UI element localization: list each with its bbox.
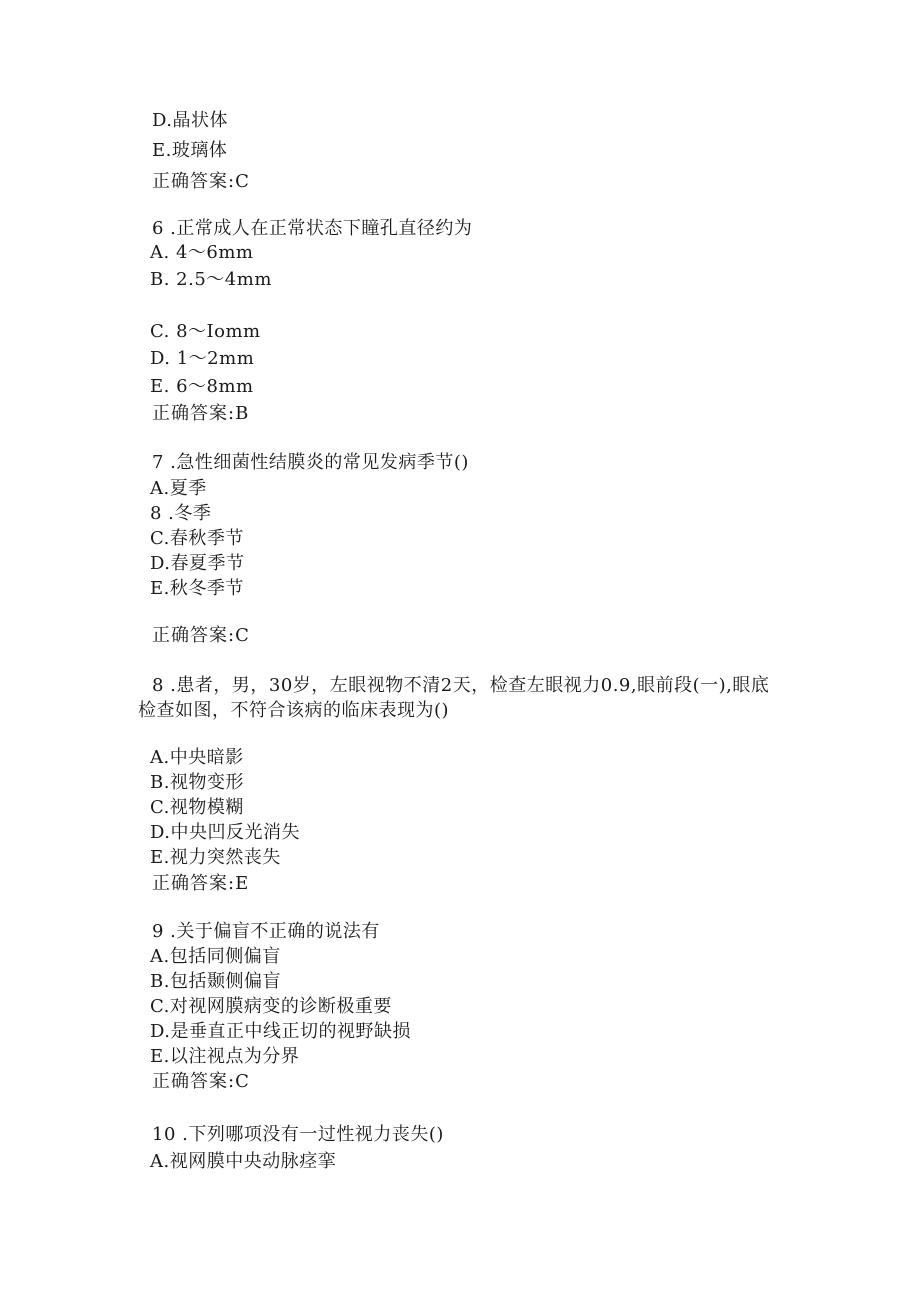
option-a: A.夏季 [150,478,207,499]
option-b: B.包括颞侧偏盲 [150,971,281,992]
option-d: D.中央凹反光消失 [150,822,301,843]
option-a: A. 4～6mm [150,242,254,263]
option-d: D.是垂直正中线正切的视野缺损 [150,1021,412,1042]
question-9: 9 .关于偏盲不正确的说法有 [152,921,380,942]
option-e: E.视力突然丧失 [150,847,281,868]
correct-answer: 正确答案:B [152,403,250,424]
option-c: C.视物模糊 [150,797,244,818]
option-e: E.秋冬季节 [150,578,244,599]
option-a: A.视网膜中央动脉痉挛 [150,1151,337,1172]
option-d: D.晶状体 [152,110,229,131]
correct-answer: 正确答案:E [152,873,250,894]
option-b: 8 .冬季 [150,503,212,524]
question-6: 6 .正常成人在正常状态下瞳孔直径约为 [152,218,473,239]
option-e: E.玻璃体 [152,140,228,161]
option-c: C.对视网膜病变的诊断极重要 [150,996,392,1017]
option-d: D.春夏季节 [150,553,245,574]
option-e: E. 6～8mm [150,376,254,397]
question-8-line-1: 8 .患者，男，30岁，左眼视物不清2天，检查左眼视力0.9,眼前段(一),眼底 [152,675,770,696]
option-e: E.以注视点为分界 [150,1046,300,1067]
option-a: A.包括同侧偏盲 [150,946,281,967]
question-7: 7 .急性细菌性结膜炎的常见发病季节() [152,452,469,473]
correct-answer: 正确答案:C [152,1071,250,1092]
option-b: B.视物变形 [150,772,244,793]
option-c: C. 8～Iomm [150,321,261,342]
question-10: 10 .下列哪项没有一过性视力丧失() [152,1124,444,1145]
correct-answer: 正确答案:C [152,171,250,192]
option-d: D. 1～2mm [150,348,255,369]
question-8-line-2: 检查如图，不符合该病的临床表现为() [138,700,450,721]
correct-answer: 正确答案:C [152,625,250,646]
option-b: B. 2.5～4mm [150,269,272,290]
option-c: C.春秋季节 [150,528,244,549]
option-a: A.中央暗影 [150,747,244,768]
